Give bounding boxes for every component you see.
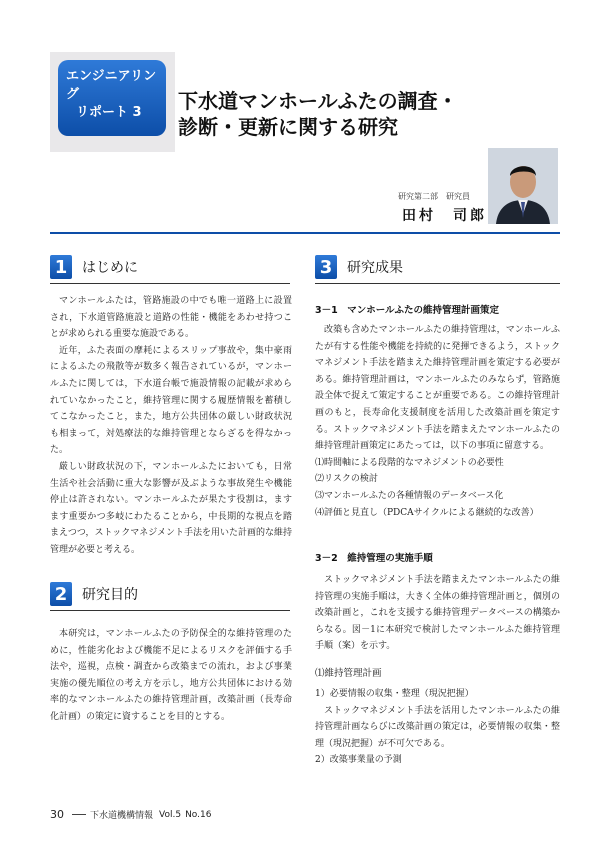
section-1-para: 近年，ふた表面の摩耗によるスリップ事故や，集中豪雨によるふたの飛散等が数多く報告されているが，マンホールふたに関しては，下水道台帳で施設情報の記載が求められていなかったこと，維持管理に関する履歴情報を蓄積してこなかったこと，また，地方公共団体の厳しい財政状況も相まって，対処療法的な維持管理とならざるを得なかった。 [50, 345, 292, 456]
section-2-title: 研究目的 [82, 587, 138, 603]
section-2-number: 2 [50, 582, 72, 606]
section-1-para: マンホールふたは，管路施設の中でも唯一道路上に設置され，下水道管路施設と道路の性能・機能をあわせ持つことが求められる重要な施設である。 [50, 296, 292, 340]
section-1-heading [50, 252, 290, 282]
page-footer [50, 808, 211, 821]
header-divider [50, 232, 560, 234]
list-item: ⑶マンホールふたの各種情報のデータベース化 [315, 490, 504, 501]
section-2-heading [50, 579, 290, 609]
subsection-maintenance-plan-body [315, 686, 560, 769]
section-2-body [50, 626, 292, 726]
title-line1: 下水道マンホールふたの調査・ [178, 89, 458, 113]
journal-issue: No.16 [185, 809, 212, 820]
section-1-number: 1 [50, 255, 72, 279]
section-1-title: はじめに [82, 260, 138, 276]
list-item: ⑵リスクの検討 [315, 474, 378, 485]
tag-line2: リポート 3 [76, 105, 142, 120]
page-title [178, 88, 558, 140]
subsection-3-1-title: 3－1 マンホールふたの維持管理計画策定 [315, 305, 500, 316]
author-affiliation: 研究第二部 研究員 [398, 192, 470, 201]
section-1-rule [50, 283, 290, 284]
tag-line1: エンジニアリング [66, 69, 157, 102]
section-2-para: 本研究は，マンホールふたの予防保全的な維持管理のために，性能劣化および機能不足によるリスクを評価する手法や，巡視，点検・調査から改築までの流れ，および事業実施の優先順位の考え方を示し，地方公共団体における効率的なマンホールふたの維持管理計画，改築計画（長寿命化計画）の策定に資することを目的とする。 [50, 629, 292, 722]
report-tag [58, 60, 166, 136]
subsection-3-1-para: 改築も含めたマンホールふたの維持管理は，マンホールふたが有する性能や機能を持続的に発揮できるよう，ストックマネジメント手法を踏まえた維持管理計画を策定する必要がある。維持管理計画は，マンホールふたのみならず，管路施設全体で捉えて策定することが重要である。この維持管理計画のもと，長寿命化支援制度を活用した改築計画を策定する。ストックマネジメント手法を踏まえたマンホールふたの維持管理計画策定にあたっては，以下の事項に留意する。 [315, 325, 560, 452]
footer-dash [72, 814, 86, 815]
journal-volume: Vol.5 [159, 809, 182, 820]
step-1-title: 1）必要情報の収集・整理（現況把握） [315, 689, 474, 699]
subsection-3-1-body [315, 322, 560, 521]
list-item: ⑴時間軸による段階的なマネジメントの必要性 [315, 457, 504, 468]
author-photo [488, 148, 558, 224]
author-name: 田村 司郎 [402, 208, 487, 224]
section-3-title: 研究成果 [347, 260, 403, 276]
section-3-heading [315, 252, 560, 282]
subsection-3-2-para: ストックマネジメント手法を踏まえたマンホールふたの維持管理の実施手順は，大きく全体の維持管理計画と，個別の改築計画と，これを支援する維持管理データベースの構築からなる。図－1に本研究で検討したマンホールふた維持管理手順（案）を示す。 [315, 575, 560, 652]
journal-name: 下水道機構情報 [90, 811, 154, 821]
section-1-para: 厳しい財政状況の下，マンホールふたにおいても，日常生活や社会活動に重大な影響が及ぶような事故発生や機能停止は許されない。マンホールふたが果たす役割は，ますます重要かつ多岐にわたることから，中長期的な視点を踏まえつつ，ストックマネジメント手法を用いた計画的な維持管理が必要と考える。 [50, 461, 292, 555]
section-2-rule [50, 610, 290, 611]
section-1-body [50, 293, 292, 559]
list-item: ⑷評価と見直し（PDCAサイクルによる継続的な改善） [315, 507, 539, 518]
title-line2: 診断・更新に関する研究 [178, 115, 398, 139]
section-3-number: 3 [315, 255, 337, 279]
author-portrait-icon [488, 148, 558, 224]
subsection-3-2-body [315, 572, 560, 655]
subsection-3-2-title: 3－2 維持管理の実施手順 [315, 553, 433, 564]
step-1-para: ストックマネジメント手法を活用したマンホールふたの維持管理計画ならびに改築計画の策定は，必要情報の収集・整理（現況把握）が不可欠である。 [315, 705, 560, 749]
step-2-title: 2）改築事業量の予測 [315, 755, 402, 766]
subsection-maintenance-plan: ⑴維持管理計画 [315, 668, 382, 679]
page-number: 30 [50, 808, 64, 821]
section-3-rule [315, 283, 560, 284]
